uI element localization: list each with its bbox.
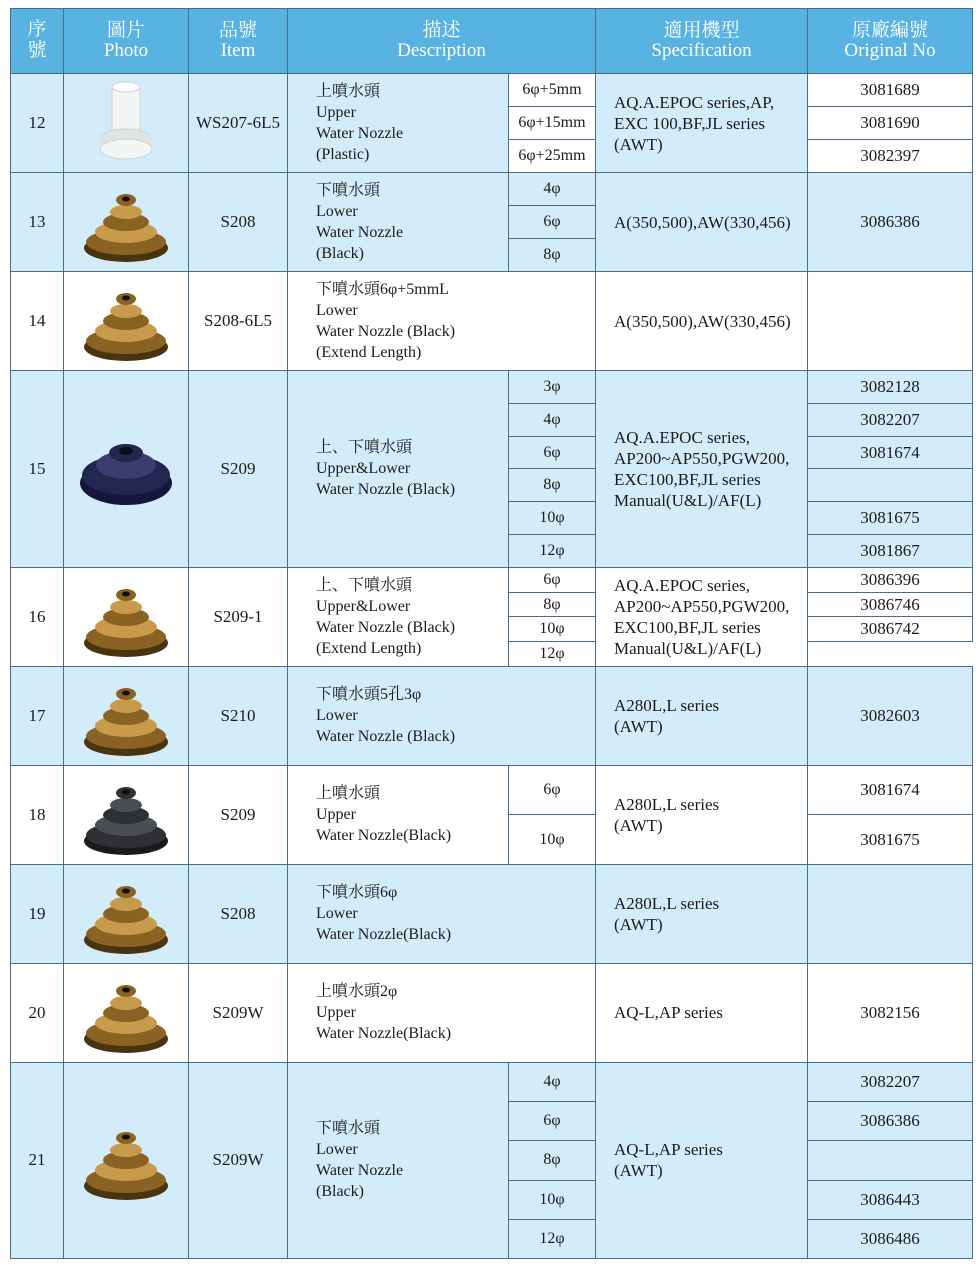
row-description xyxy=(288,74,509,173)
specification-line: Manual(U&L)/AF(L) xyxy=(614,490,762,510)
header-photo-en: Photo xyxy=(103,40,149,61)
specification-line: A280L,L series xyxy=(614,893,720,913)
dark-blue-nozzle-icon xyxy=(76,425,176,513)
description-line: (Black) xyxy=(316,245,364,262)
original-no-cell: 3082207 xyxy=(808,1062,973,1101)
specification-line: AQ-L,AP series xyxy=(614,1140,723,1160)
header-desc-zh: 描述 xyxy=(422,20,461,42)
table-row xyxy=(11,765,973,815)
specification-line: (AWT) xyxy=(614,716,663,736)
original-no-cell: 3082128 xyxy=(808,371,973,404)
description-line: 上、下噴水頭 xyxy=(316,576,413,594)
row-specification xyxy=(596,1062,808,1258)
original-no-cell: 3081674 xyxy=(808,765,973,815)
original-no-cell: 3081690 xyxy=(808,107,973,140)
description-line: 下噴水頭6φ+5mmL xyxy=(316,281,449,298)
brass-nozzle-extended-icon xyxy=(76,277,176,365)
original-no-cell xyxy=(808,864,973,963)
description-line: Water Nozzle (Black) xyxy=(316,728,456,746)
header-orig-en: Original No xyxy=(844,40,936,61)
specification-line: A280L,L series xyxy=(614,695,720,715)
specification-line: EXC100,BF,JL series xyxy=(614,617,761,637)
row-seq: 13 xyxy=(11,173,64,272)
original-no-cell: 3086742 xyxy=(808,617,973,642)
row-specification xyxy=(596,963,808,1062)
specification-line: AP200~AP550,PGW200, xyxy=(614,596,790,616)
row-item-code: S209W xyxy=(189,1062,288,1258)
description-line: Water Nozzle (Black) xyxy=(316,618,456,636)
row-item-code: S209W xyxy=(189,963,288,1062)
description-line: Lower xyxy=(316,707,358,725)
original-no-cell: 3082207 xyxy=(808,403,973,436)
table-row xyxy=(11,74,973,107)
row-description xyxy=(288,567,509,666)
original-no-cell xyxy=(808,469,973,502)
header-orig-zh: 原廠編號 xyxy=(851,20,928,42)
table-row xyxy=(11,371,973,404)
header-photo xyxy=(64,9,189,74)
row-specification xyxy=(596,666,808,765)
brass-nozzle-icon xyxy=(76,1116,176,1204)
size-cell: 6φ+15mm xyxy=(509,107,596,140)
row-item-code: S210 xyxy=(189,666,288,765)
header-original-no xyxy=(808,9,973,74)
description-line: Water Nozzle(Black) xyxy=(316,827,452,845)
row-item-code: S209-1 xyxy=(189,567,288,666)
specification-line: AQ-L,AP series xyxy=(614,1003,723,1023)
original-no-cell: 3082397 xyxy=(808,140,973,173)
row-specification xyxy=(596,272,808,371)
description-line: Lower xyxy=(316,1141,358,1159)
row-item-code: S209 xyxy=(189,765,288,864)
original-no-cell: 3086386 xyxy=(808,1102,973,1141)
specification-line: (AWT) xyxy=(614,815,663,835)
clear-plastic-nozzle-icon xyxy=(76,79,176,167)
row-photo xyxy=(64,173,189,272)
row-photo xyxy=(64,272,189,371)
specification-line: (AWT) xyxy=(614,914,663,934)
row-seq: 21 xyxy=(11,1062,64,1258)
description-line: (Extend Length) xyxy=(316,344,422,361)
row-item-code: WS207-6L5 xyxy=(189,74,288,173)
description-line: 下噴水頭6φ xyxy=(316,884,398,902)
row-description xyxy=(288,1062,509,1258)
header-spec-zh: 適用機型 xyxy=(663,20,740,42)
description-line: 上噴水頭2φ xyxy=(316,983,398,1001)
size-cell: 10φ xyxy=(509,1180,596,1219)
size-cell: 8φ xyxy=(509,1141,596,1180)
description-line: Upper&Lower xyxy=(316,460,411,478)
size-cell: 10φ xyxy=(509,617,596,642)
row-description xyxy=(288,173,509,272)
header-item-en: Item xyxy=(220,40,256,61)
size-cell: 8φ xyxy=(509,592,596,617)
description-line: Water Nozzle xyxy=(316,224,404,241)
row-seq: 19 xyxy=(11,864,64,963)
size-cell: 6φ xyxy=(509,206,596,239)
brass-nozzle-icon xyxy=(76,178,176,266)
size-cell: 6φ+5mm xyxy=(509,74,596,107)
size-cell: 6φ+25mm xyxy=(509,140,596,173)
original-no-cell: 3082603 xyxy=(808,666,973,765)
row-specification xyxy=(596,864,808,963)
original-no-cell: 3081867 xyxy=(808,535,973,568)
row-seq: 12 xyxy=(11,74,64,173)
row-description xyxy=(288,371,509,568)
row-seq: 14 xyxy=(11,272,64,371)
original-no-cell: 3086486 xyxy=(808,1219,973,1258)
description-line: Upper xyxy=(316,104,356,121)
description-line: Lower xyxy=(316,203,358,220)
header-desc-en: Description xyxy=(397,40,486,61)
row-photo xyxy=(64,567,189,666)
header-specification xyxy=(596,9,808,74)
description-line: Water Nozzle (Black) xyxy=(316,323,456,340)
row-photo xyxy=(64,963,189,1062)
header-item-zh: 品號 xyxy=(218,20,257,42)
description-line: Water Nozzle(Black) xyxy=(316,1025,452,1043)
description-line: 上、下噴水頭 xyxy=(316,439,413,457)
row-photo xyxy=(64,1062,189,1258)
original-no-cell xyxy=(808,272,973,371)
size-cell: 3φ xyxy=(509,371,596,404)
size-cell: 6φ xyxy=(509,567,596,592)
row-specification xyxy=(596,765,808,864)
row-item-code: S209 xyxy=(189,371,288,568)
description-line: (Black) xyxy=(316,1183,364,1201)
brass-nozzle-icon xyxy=(76,870,176,958)
table-row xyxy=(11,1062,973,1101)
row-seq: 15 xyxy=(11,371,64,568)
original-no-cell: 3081675 xyxy=(808,502,973,535)
row-specification xyxy=(596,567,808,666)
product-table xyxy=(10,8,973,1259)
description-line: 上噴水頭 xyxy=(316,83,381,100)
size-cell: 6φ xyxy=(509,436,596,469)
table-row xyxy=(11,864,973,963)
row-photo xyxy=(64,371,189,568)
row-description xyxy=(288,963,596,1062)
description-line: Water Nozzle xyxy=(316,125,404,142)
description-line: 下噴水頭 xyxy=(316,1120,381,1138)
row-specification xyxy=(596,173,808,272)
description-line: 上噴水頭 xyxy=(316,785,381,803)
original-no-cell: 3081674 xyxy=(808,436,973,469)
brass-nozzle-icon xyxy=(76,573,176,661)
specification-line: EXC100,BF,JL series xyxy=(614,469,761,489)
specification-line: A(350,500),AW(330,456) xyxy=(614,212,791,232)
header-description xyxy=(288,9,596,74)
table-row xyxy=(11,963,973,1062)
header-seq-label: 序號 xyxy=(27,19,47,61)
size-cell: 10φ xyxy=(509,502,596,535)
description-line: 下噴水頭5孔3φ xyxy=(316,686,422,704)
row-item-code: S208-6L5 xyxy=(189,272,288,371)
row-seq: 17 xyxy=(11,666,64,765)
size-cell: 4φ xyxy=(509,1062,596,1101)
description-line: Lower xyxy=(316,905,358,923)
specification-line: AQ.A.EPOC series, xyxy=(614,427,750,447)
row-seq: 18 xyxy=(11,765,64,864)
original-no-cell: 3081689 xyxy=(808,74,973,107)
row-specification xyxy=(596,371,808,568)
specification-line: A(350,500),AW(330,456) xyxy=(614,311,791,331)
row-description xyxy=(288,272,596,371)
size-cell: 6φ xyxy=(509,1102,596,1141)
size-cell: 6φ xyxy=(509,765,596,815)
row-seq: 16 xyxy=(11,567,64,666)
original-no-cell: 3082156 xyxy=(808,963,973,1062)
header-row xyxy=(11,9,973,74)
header-item xyxy=(189,9,288,74)
original-no-cell: 3086386 xyxy=(808,173,973,272)
size-cell: 8φ xyxy=(509,239,596,272)
row-item-code: S208 xyxy=(189,864,288,963)
row-photo xyxy=(64,666,189,765)
original-no-cell: 3086746 xyxy=(808,592,973,617)
table-row xyxy=(11,567,973,592)
black-nozzle-icon xyxy=(76,771,176,859)
size-cell: 8φ xyxy=(509,469,596,502)
brass-nozzle-icon xyxy=(76,969,176,1057)
description-line: (Plastic) xyxy=(316,146,370,163)
size-cell: 4φ xyxy=(509,173,596,206)
row-photo xyxy=(64,864,189,963)
specification-line: EXC 100,BF,JL series xyxy=(614,113,766,133)
specification-line: (AWT) xyxy=(614,1161,663,1181)
row-description xyxy=(288,864,596,963)
row-photo xyxy=(64,765,189,864)
original-no-cell: 3081675 xyxy=(808,815,973,865)
row-photo xyxy=(64,74,189,173)
table-row xyxy=(11,666,973,765)
description-line: Lower xyxy=(316,302,358,319)
size-cell: 12φ xyxy=(509,1219,596,1258)
specification-line: AQ.A.EPOC series,AP, xyxy=(614,92,775,112)
specification-line: Manual(U&L)/AF(L) xyxy=(614,638,762,658)
size-cell: 10φ xyxy=(509,815,596,865)
row-description xyxy=(288,765,509,864)
table-row xyxy=(11,272,973,305)
header-seq xyxy=(11,9,64,74)
original-no-cell: 3086396 xyxy=(808,567,973,592)
row-seq: 20 xyxy=(11,963,64,1062)
description-line: Water Nozzle xyxy=(316,1162,404,1180)
specification-line: AQ.A.EPOC series, xyxy=(614,575,750,595)
specification-line: AP200~AP550,PGW200, xyxy=(614,448,790,468)
table-body xyxy=(11,74,973,1259)
header-photo-zh: 圖片 xyxy=(106,20,145,42)
description-line: (Extend Length) xyxy=(316,639,422,657)
row-item-code: S208 xyxy=(189,173,288,272)
description-line: Upper&Lower xyxy=(316,597,411,615)
specification-line: (AWT) xyxy=(614,134,663,154)
description-line: Water Nozzle (Black) xyxy=(316,481,456,499)
specification-line: A280L,L series xyxy=(614,794,720,814)
original-no-cell xyxy=(808,1141,973,1180)
size-cell: 4φ xyxy=(509,403,596,436)
size-cell: 12φ xyxy=(509,535,596,568)
description-line: Water Nozzle(Black) xyxy=(316,926,452,944)
description-line: 下噴水頭 xyxy=(316,182,381,199)
brass-nozzle-five-hole-icon xyxy=(76,672,176,760)
description-line: Upper xyxy=(316,1004,356,1022)
size-cell: 12φ xyxy=(509,642,596,667)
description-line: Upper xyxy=(316,806,356,824)
header-spec-en: Specification xyxy=(651,40,752,61)
original-no-cell: 3086443 xyxy=(808,1180,973,1219)
row-description xyxy=(288,666,596,765)
table-row xyxy=(11,173,973,206)
row-specification xyxy=(596,74,808,173)
